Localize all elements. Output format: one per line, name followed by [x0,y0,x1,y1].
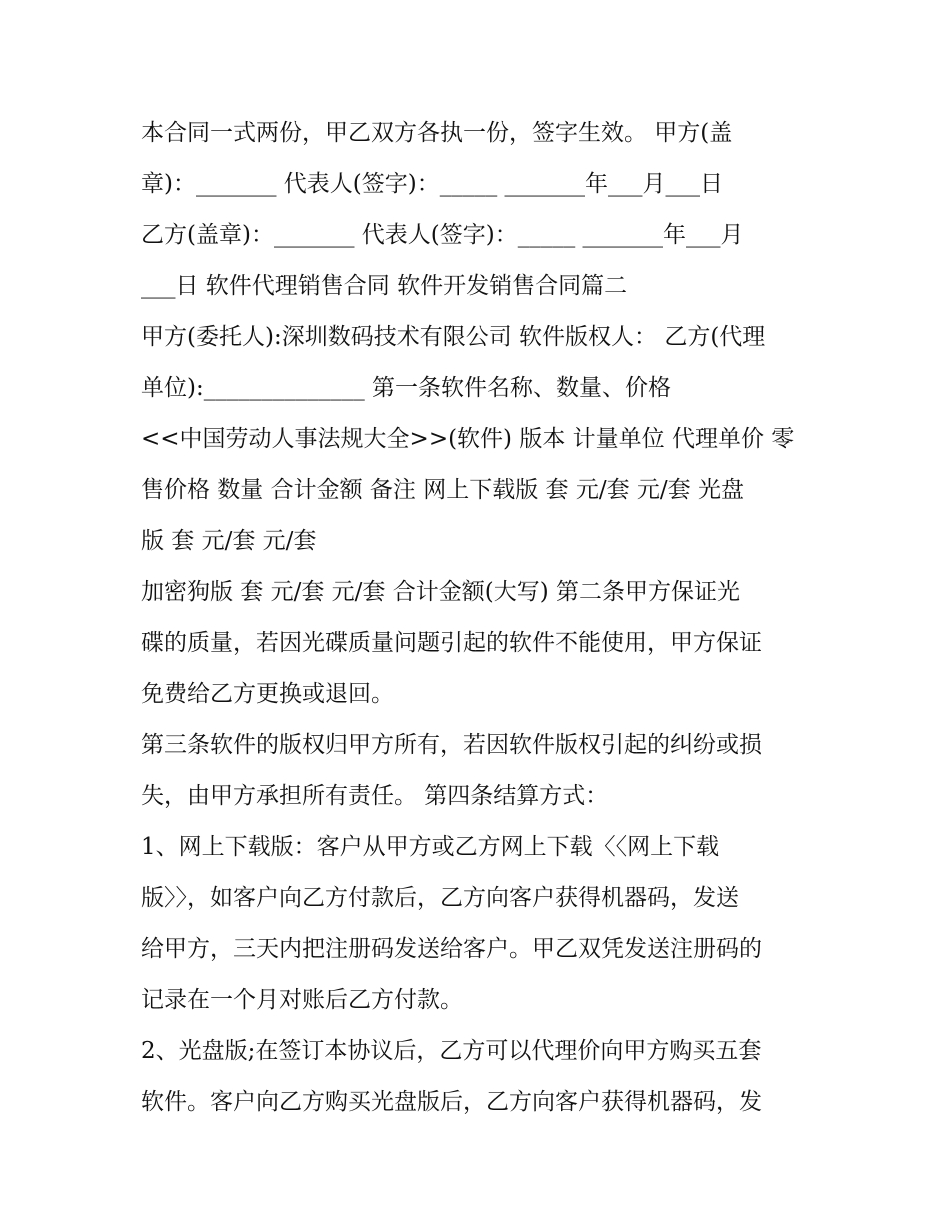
text-line: 2、光盘版;在签订本协议后，乙方可以代理价向甲方购买五套 [141,1038,762,1064]
text-line: 售价格 数量 合计金额 备注 网上下载版 套 元/套 元/套 光盘 [141,477,744,503]
text-line: 1、网上下载版：客户从甲方或乙方网上下载〈〈网上下载 [141,834,720,860]
text-line: <<中国劳动人事法规大全>>(软件) 版本 计量单位 代理单价 零 [141,426,795,452]
text-line: 版 套 元/套 元/套 [141,528,317,554]
text-line: 第三条软件的版权归甲方所有，若因软件版权引起的纠纷或损 [141,732,762,758]
text-line: 乙方(盖章)：_______ 代表人(签字)：_____ _______年___月 [141,222,744,248]
text-line: 本合同一式两份，甲乙双方各执一份，签字生效。 甲方(盖 [141,120,733,146]
text-line: ___日 软件代理销售合同 软件开发销售合同篇二 [141,273,628,299]
text-line: 失，由甲方承担所有责任。 第四条结算方式： [141,783,609,809]
text-line: 甲方(委托人):深圳数码技术有限公司 软件版权人： 乙方(代理 [141,324,766,350]
contract-text [141,108,821,1128]
text-line: 版〉〉，如客户向乙方付款后，乙方向客户获得机器码，发送 [141,885,739,911]
text-line: 碟的质量，若因光碟质量问题引起的软件不能使用，甲方保证 [141,630,762,656]
text-line: 记录在一个月对账后乙方付款。 [141,987,463,1013]
text-line: 加密狗版 套 元/套 元/套 合计金额(大写) 第二条甲方保证光 [141,579,740,605]
text-line: 软件。客户向乙方购买光盘版后，乙方向客户获得机器码，发 [141,1089,762,1115]
text-line: 免费给乙方更换或退回。 [141,681,394,707]
text-line: 单位):______________ 第一条软件名称、数量、价格 [141,375,672,401]
text-line: 给甲方，三天内把注册码发送给客户。甲乙双凭发送注册码的 [141,936,762,962]
text-line: 章)：_______ 代表人(签字)：_____ _______年___月___日 [141,171,724,197]
